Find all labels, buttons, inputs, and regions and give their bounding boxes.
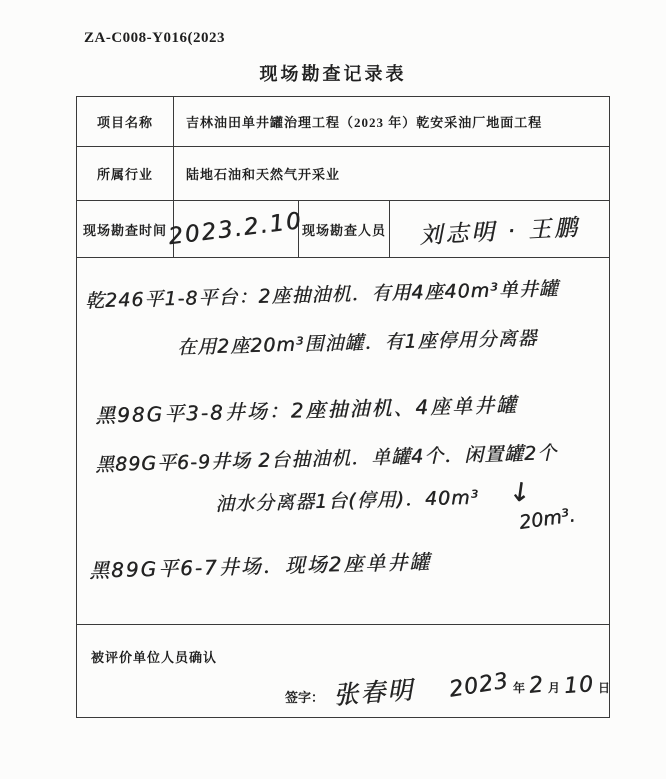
handwritten-month: 2 (527, 672, 546, 699)
document-code: ZA-C008-Y016(2023 (84, 30, 225, 46)
signature-label: 签字： (285, 690, 325, 705)
handwritten-surveyor-names: 刘志明 · 王鹏 (418, 214, 581, 249)
project-name-label: 项目名称 (77, 97, 174, 146)
confirmation-date (447, 668, 611, 703)
survey-time-label: 现场勘查时间 (77, 201, 174, 257)
handwritten-signature: 张春明 (332, 675, 416, 710)
confirmation-label: 被评价单位人员确认 (91, 650, 218, 665)
day-unit-label: 日 (598, 681, 611, 695)
handwritten-day: 10 (563, 671, 595, 700)
row-industry (77, 147, 609, 201)
note-line-6: 黑89G平6-7井场．现场2座单井罐 (88, 549, 432, 583)
survey-record-table (76, 96, 610, 718)
project-name-value: 吉林油田单井罐治理工程（2023 年）乾安采油厂地面工程 (186, 115, 543, 130)
note-line-1: 乾246平1-8平台：2座抽油机．有用4座40m³单井罐 (84, 277, 560, 313)
surveyors-value (390, 201, 609, 257)
handwritten-year: 2023 (447, 668, 511, 703)
note-line-4: 黑89G平6-9井场 2台抽油机．单罐4个．闲置罐2个 (94, 441, 558, 477)
industry-value: 陆地石油和天然气开采业 (186, 167, 341, 182)
survey-notes-area (77, 258, 609, 625)
page-title: 现场勘查记录表 (259, 64, 407, 84)
confirmation-section (77, 625, 609, 716)
note-line-3: 黑98G平3-8井场：2座抽油机、4座单井罐 (94, 392, 519, 428)
industry-label: 所属行业 (77, 147, 174, 200)
row-project-name (77, 97, 609, 147)
surveyors-label: 现场勘查人员 (299, 201, 390, 257)
month-unit-label: 月 (548, 681, 561, 695)
survey-time-value (167, 201, 305, 257)
note-line-5: 油水分离器1台(停用)．40m³ (214, 486, 480, 516)
arrow-down-icon: ↓ (507, 476, 533, 510)
note-line-2: 在用2座20m³围油罐．有1座停用分离器 (176, 327, 538, 359)
handwritten-survey-date: 2023.2.10 (167, 207, 305, 251)
row-survey-time-personnel (77, 201, 609, 258)
note-line-5b: 20m³. (517, 504, 577, 534)
year-unit-label: 年 (513, 681, 526, 695)
